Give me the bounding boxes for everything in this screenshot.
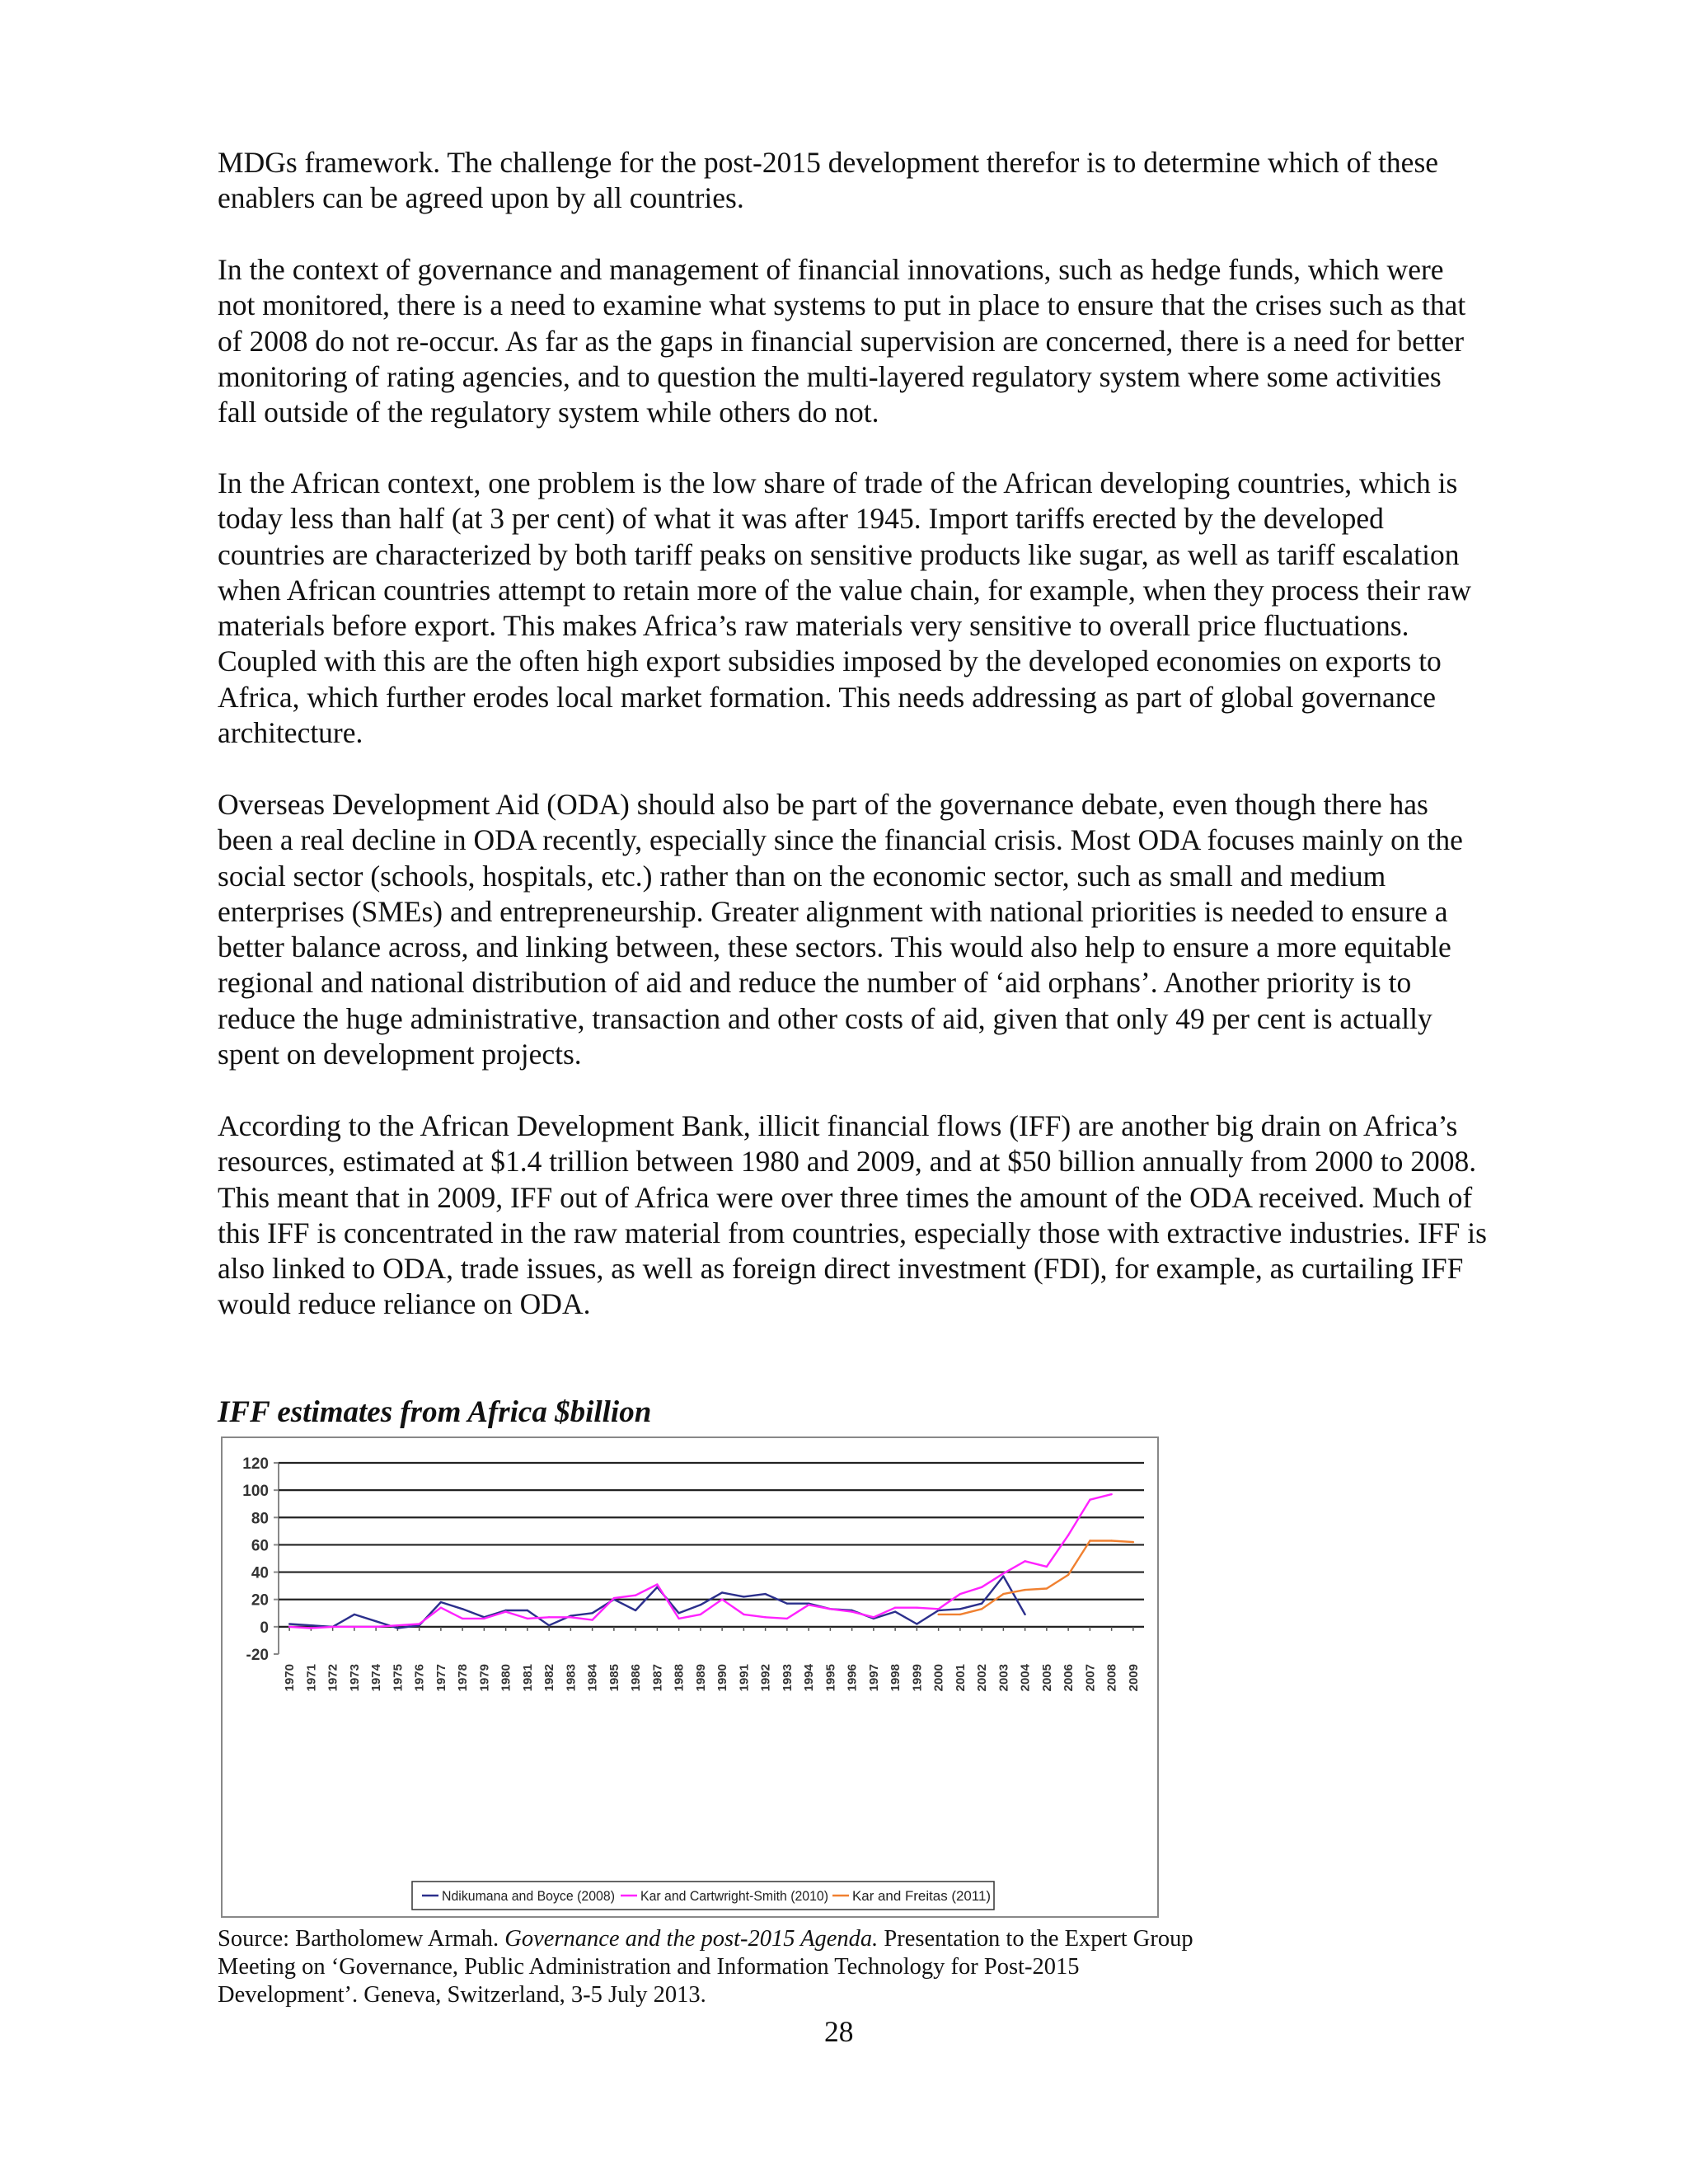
data-point — [937, 1608, 939, 1610]
data-point — [894, 1606, 896, 1608]
data-point — [1002, 1593, 1004, 1595]
data-point — [635, 1595, 636, 1596]
x-tick-label: 1998 — [889, 1664, 903, 1692]
x-tick-label: 1988 — [672, 1664, 687, 1692]
data-point — [570, 1616, 571, 1618]
iff-chart — [221, 1436, 1159, 1918]
paragraph-1: MDGs framework. The challenge for the post-2015 development therefor is to determine which of these enablers can be agreed upon by all countries. — [218, 146, 1439, 215]
data-point — [591, 1619, 593, 1620]
paragraph-5: According to the African Development Bank, illicit financial flows (IFF) are another big drain on Africa’s resources, estimated at $1.4 trillion between 1980 and 2009, and at $50 billion annually from 2000 to 2008. This meant that in 2009, IFF out of Africa were over three times the amount of the ODA received. Much of this IFF is concentrated in the raw material from countries, especially those with extractive industries. IFF is also linked to ODA, trade issues, as well as foreign direct investment (FDI), for example, as curtailing IFF would reduce reliance on ODA. — [218, 1109, 1487, 1321]
data-point — [1067, 1574, 1069, 1576]
x-tick-label: 1978 — [456, 1664, 471, 1692]
data-point — [894, 1610, 896, 1612]
data-point — [354, 1614, 355, 1615]
y-tick-label: 80 — [251, 1510, 269, 1528]
data-point — [635, 1610, 636, 1611]
x-tick-label: 1989 — [693, 1664, 708, 1692]
figure-title: IFF estimates from Africa $billion — [218, 1395, 652, 1429]
chart-series — [288, 1493, 1134, 1629]
data-point — [310, 1627, 312, 1629]
data-point — [721, 1591, 723, 1593]
data-point — [440, 1601, 442, 1603]
chart-legend — [412, 1882, 994, 1910]
data-point — [1024, 1589, 1025, 1591]
x-tick-label: 2003 — [996, 1664, 1011, 1692]
x-tick-label: 1979 — [477, 1664, 492, 1692]
y-tick-label: 0 — [260, 1619, 269, 1637]
data-point — [916, 1623, 917, 1624]
paragraph-2: In the context of governance and management of financial innovations, such as hedge funds, which were not monitored, there is a need to examine what systems to put in place to ensure that the crises such as that of 2008 do not re-occur. As far as the gaps in financial supervision are concerned, there is a need for better monitoring of rating agencies, and to question the multi-layered regulatory system where some activities fall outside of the regulatory system while others do not. — [218, 253, 1466, 429]
data-point — [396, 1627, 398, 1629]
data-point — [548, 1624, 550, 1626]
legend-label: Kar and Cartwright-Smith (2010) — [640, 1888, 828, 1904]
data-point — [721, 1599, 723, 1601]
data-point — [527, 1618, 528, 1619]
x-tick-label: 1971 — [304, 1664, 319, 1692]
x-tick-label: 1999 — [910, 1664, 925, 1692]
source-lead: Source: Bartholomew Armah. — [218, 1926, 505, 1952]
data-point — [678, 1618, 679, 1619]
x-tick-label: 1993 — [780, 1664, 795, 1692]
data-point — [462, 1608, 463, 1610]
x-tick-label: 1976 — [412, 1664, 427, 1692]
x-tick-label: 1974 — [369, 1664, 384, 1692]
data-point — [743, 1614, 744, 1615]
data-point — [354, 1626, 355, 1628]
x-tick-label: 1986 — [629, 1664, 644, 1692]
source-title: Governance and the post-2015 Agenda. — [504, 1926, 879, 1952]
data-point — [786, 1618, 788, 1619]
source-rest: Presentation to the Expert Group Meeting on ‘Governance, Public Administration and Information Technology for Post-2015 Development’. Geneva, Switzerland, 3-5 July 2013. — [218, 1926, 1193, 2008]
data-point — [288, 1623, 290, 1624]
data-point — [613, 1597, 615, 1599]
data-point — [700, 1614, 701, 1615]
series-line-2 — [939, 1541, 1133, 1615]
data-point — [959, 1614, 961, 1615]
data-point — [937, 1614, 939, 1615]
x-tick-label: 1984 — [585, 1664, 600, 1692]
data-point — [829, 1608, 831, 1610]
data-point — [981, 1586, 982, 1588]
x-axis-ticks — [283, 1627, 1141, 1692]
data-point — [1024, 1614, 1025, 1615]
y-tick-label: -20 — [246, 1647, 269, 1664]
data-point — [959, 1608, 961, 1610]
data-point — [418, 1623, 420, 1624]
data-point — [916, 1606, 917, 1608]
x-tick-label: 1995 — [823, 1664, 838, 1692]
data-point — [483, 1618, 485, 1619]
x-tick-label: 2006 — [1062, 1664, 1076, 1692]
data-point — [981, 1602, 982, 1604]
x-tick-label: 1983 — [564, 1664, 579, 1692]
chart-canvas — [223, 1438, 1157, 1916]
x-tick-label: 1970 — [283, 1664, 298, 1692]
data-point — [1067, 1535, 1069, 1536]
data-point — [548, 1616, 550, 1618]
legend-label: Kar and Freitas (2011) — [852, 1888, 991, 1904]
x-tick-label: 1982 — [542, 1664, 557, 1692]
data-point — [1002, 1575, 1004, 1577]
paragraph-3: In the African context, one problem is the low share of trade of the African developing countries, which is today less than half (at 3 per cent) of what it was after 1945. Import tariffs erected by the developed countries are characterized by both tariff peaks on sensitive products like sugar, as well as tariff escalation when African countries attempt to retain more of the value chain, for example, when they process their raw materials before export. This makes Africa’s raw materials very sensitive to overall price fluctuations. Coupled with this are the often high export subsidies imposed by the developed economies on exports to Africa, which further erodes local market formation. This needs addressing as part of global governance architecture. — [218, 466, 1472, 750]
x-tick-label: 2007 — [1083, 1664, 1098, 1692]
page-number: 28 — [824, 2015, 854, 2048]
source-citation — [218, 1925, 1223, 2009]
series-line-1 — [289, 1494, 1112, 1628]
y-tick-label: 40 — [251, 1564, 269, 1582]
x-tick-label: 2009 — [1126, 1664, 1141, 1692]
x-tick-label: 1985 — [607, 1664, 621, 1692]
x-tick-label: 2004 — [1018, 1664, 1033, 1692]
y-tick-label: 20 — [251, 1591, 269, 1610]
data-point — [440, 1606, 442, 1608]
data-point — [504, 1610, 506, 1612]
data-point — [656, 1583, 658, 1585]
data-point — [462, 1618, 463, 1619]
data-point — [375, 1626, 377, 1628]
data-point — [1046, 1566, 1048, 1568]
data-point — [396, 1624, 398, 1626]
x-tick-label: 2001 — [953, 1664, 968, 1692]
data-point — [288, 1626, 290, 1628]
data-point — [527, 1610, 528, 1611]
data-point — [764, 1593, 766, 1595]
x-tick-label: 1992 — [758, 1664, 773, 1692]
legend-label: Ndikumana and Boyce (2008) — [442, 1888, 615, 1904]
x-tick-label: 1996 — [845, 1664, 860, 1692]
data-point — [743, 1596, 744, 1597]
y-tick-label: 60 — [251, 1537, 269, 1555]
data-point — [310, 1624, 312, 1626]
data-point — [981, 1608, 982, 1610]
x-tick-label: 2002 — [975, 1664, 990, 1692]
x-tick-label: 1975 — [391, 1664, 406, 1692]
x-tick-label: 1997 — [866, 1664, 881, 1692]
x-tick-label: 2005 — [1039, 1664, 1054, 1692]
data-point — [1002, 1572, 1004, 1574]
y-tick-label: 100 — [242, 1483, 269, 1501]
data-point — [1132, 1541, 1134, 1543]
x-tick-label: 1980 — [499, 1664, 513, 1692]
data-point — [959, 1593, 961, 1595]
data-point — [1046, 1587, 1048, 1589]
x-tick-label: 1994 — [802, 1664, 817, 1692]
x-tick-label: 2008 — [1104, 1664, 1119, 1692]
data-point — [700, 1604, 701, 1605]
x-tick-label: 1977 — [434, 1664, 448, 1692]
data-point — [1110, 1493, 1112, 1495]
data-point — [1024, 1560, 1025, 1562]
x-tick-label: 1973 — [347, 1664, 362, 1692]
data-point — [1089, 1499, 1090, 1501]
x-tick-label: 2000 — [931, 1664, 946, 1692]
data-point — [1110, 1540, 1112, 1541]
data-point — [764, 1616, 766, 1618]
data-point — [808, 1604, 809, 1605]
x-tick-label: 1990 — [715, 1664, 730, 1692]
data-point — [786, 1602, 788, 1604]
data-point — [591, 1612, 593, 1614]
data-point — [375, 1620, 377, 1622]
y-axis-ticks — [242, 1455, 279, 1664]
data-point — [1089, 1540, 1090, 1541]
x-tick-label: 1972 — [326, 1664, 340, 1692]
data-point — [678, 1612, 679, 1614]
data-point — [873, 1616, 874, 1618]
x-tick-label: 1991 — [737, 1664, 752, 1692]
data-point — [331, 1626, 333, 1628]
x-tick-label: 1987 — [650, 1664, 665, 1692]
y-tick-label: 120 — [242, 1455, 269, 1473]
paragraph-4: Overseas Development Aid (ODA) should also be part of the governance debate, even though there has been a real decline in ODA recently, especially since the financial crisis. Most ODA focuses mainly on the social sector (schools, hospitals, etc.) rather than on the economic sector, such as small and medium enterprises (SMEs) and entrepreneurship. Greater alignment with national priorities is needed to ensure a better balance across, and linking between, these sectors. This would also help to ensure a more equitable regional and national distribution of aid and reduce the number of ‘aid orphans’. Another priority is to reduce the huge administrative, transaction and other costs of aid, given that only 49 per cent is actually spent on development projects. — [218, 788, 1463, 1071]
x-tick-label: 1981 — [520, 1664, 535, 1692]
data-point — [851, 1610, 852, 1612]
